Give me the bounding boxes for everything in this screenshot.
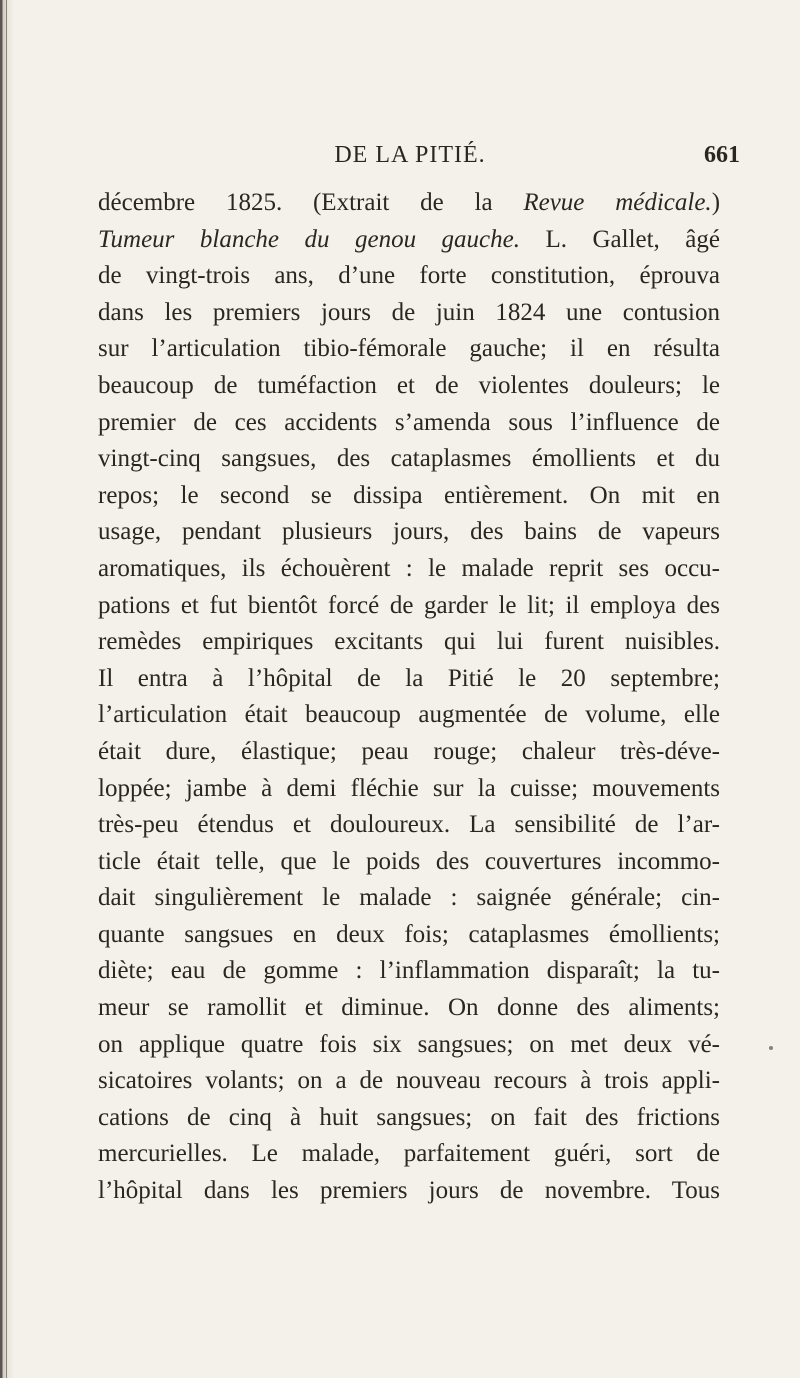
page-gutter xyxy=(0,0,14,1378)
italic-text-run: Tumeur blanche du genou gauche. xyxy=(98,225,520,253)
gutter-line xyxy=(6,0,7,1378)
text-run: était dure, élastique; peau rouge; chaleur très-déve- xyxy=(98,737,720,765)
text-run: dans les premiers jours de juin 1824 une contusion xyxy=(98,298,720,326)
text-line xyxy=(98,990,720,1027)
text-run: sicatoires volants; on a de nouveau recours à trois appli- xyxy=(98,1067,720,1095)
text-line xyxy=(98,1027,720,1064)
text-line xyxy=(98,661,720,698)
text-line xyxy=(98,953,720,990)
running-head-title: DE LA PITIÉ. xyxy=(334,142,486,168)
text-line xyxy=(98,185,720,222)
text-line xyxy=(98,478,720,515)
text-run: loppée; jambe à demi fléchie sur la cuisse; mouvements xyxy=(98,774,720,802)
text-line xyxy=(98,697,720,734)
text-line xyxy=(98,1100,720,1137)
text-run: dait singulièrement le malade : saignée générale; cin- xyxy=(98,884,720,912)
text-run: on applique quatre fois six sangsues; on met deux vé- xyxy=(98,1030,720,1058)
italic-text-run: Revue médicale. xyxy=(523,189,712,216)
text-run: diète; eau de gomme : l’inflammation disparaît; la tu- xyxy=(98,957,720,985)
text-line xyxy=(98,1173,720,1210)
text-run: de vingt-trois ans, d’une forte constitution, éprouva xyxy=(98,262,720,290)
text-run: L. Gallet, âgé xyxy=(520,225,720,253)
text-run: vingt-cinq sangsues, des cataplasmes émollients et du xyxy=(98,445,720,473)
text-run: sur l’articulation tibio-fémorale gauche; il en résulta xyxy=(98,335,720,363)
text-run: repos; le second se dissipa entièrement. On mit en xyxy=(98,481,720,509)
text-run: pations et fut bientôt forcé de garder le lit; il employa des xyxy=(98,591,720,619)
text-line xyxy=(98,624,720,661)
text-run: Il entra à l’hôpital de la Pitié le 20 septembre; xyxy=(98,664,720,692)
text-run: l’hôpital dans les premiers jours de novembre. Tous xyxy=(98,1177,720,1205)
text-run: l’articulation était beaucoup augmentée de volume, elle xyxy=(98,701,720,729)
text-line xyxy=(98,917,720,954)
text-line xyxy=(98,844,720,881)
text-run: premier de ces accidents s’amenda sous l’influence de xyxy=(98,408,720,436)
text-line xyxy=(98,807,720,844)
text-run: usage, pendant plusieurs jours, des bains de vapeurs xyxy=(98,518,720,546)
text-run: cations de cinq à huit sangsues; on fait des frictions xyxy=(98,1103,720,1131)
page-number: 661 xyxy=(704,142,740,168)
text-run: ) xyxy=(711,189,721,216)
text-line xyxy=(98,258,720,295)
text-line xyxy=(98,880,720,917)
text-line xyxy=(98,1063,720,1100)
body-text xyxy=(98,185,720,1210)
text-line xyxy=(98,368,720,405)
text-line xyxy=(98,588,720,625)
text-line xyxy=(98,222,720,259)
text-run: remèdes empiriques excitants qui lui furent nuisibles. xyxy=(98,628,720,656)
text-run: meur se ramollit et diminue. On donne des aliments; xyxy=(98,994,720,1022)
text-run: mercurielles. Le malade, parfaitement guéri, sort de xyxy=(98,1140,720,1168)
text-run: beaucoup de tuméfaction et de violentes douleurs; le xyxy=(98,371,720,399)
text-run: ticle était telle, que le poids des couvertures incommo- xyxy=(98,847,720,875)
text-line xyxy=(98,514,720,551)
text-line xyxy=(98,405,720,442)
text-run: décembre 1825. (Extrait de la xyxy=(98,189,524,216)
text-line xyxy=(98,295,720,332)
text-line xyxy=(98,441,720,478)
text-line xyxy=(98,1136,720,1173)
text-run: très-peu étendus et douloureux. La sensibilité de l’ar- xyxy=(98,811,720,839)
running-head xyxy=(80,134,740,174)
text-run: quante sangsues en deux fois; cataplasmes émollients; xyxy=(98,920,720,948)
ink-speck xyxy=(769,1046,773,1050)
text-line xyxy=(98,734,720,771)
text-line xyxy=(98,551,720,588)
text-line xyxy=(98,331,720,368)
text-line xyxy=(98,771,720,808)
text-run: aromatiques, ils échouèrent : le malade reprit ses occu- xyxy=(98,554,720,582)
